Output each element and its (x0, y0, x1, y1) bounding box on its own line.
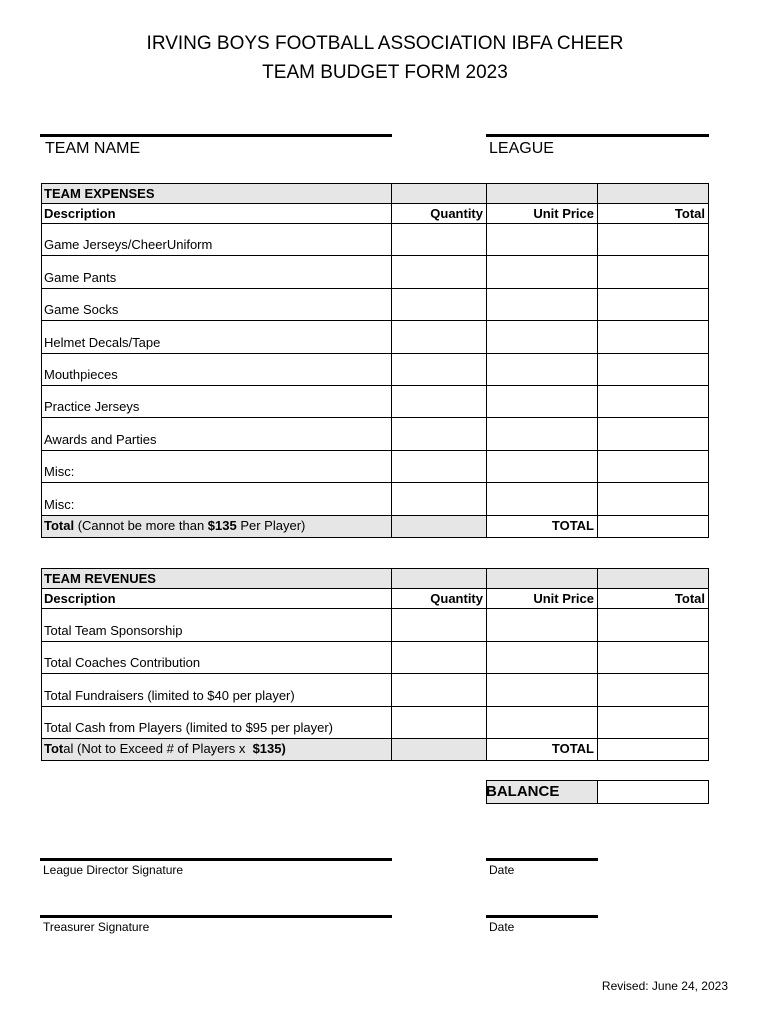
expenses-item-input-cell[interactable] (597, 353, 709, 386)
expenses-item-input-cell[interactable] (597, 417, 709, 450)
expenses-item-label: Helmet Decals/Tape (44, 334, 161, 350)
expenses-item-input-cell[interactable] (597, 450, 709, 483)
date-label-2: Date (489, 920, 515, 934)
expenses-item-input-cell[interactable] (486, 417, 598, 450)
expenses-total-row-blank-cell (391, 515, 487, 538)
revenues-item-label: Total Team Sponsorship (44, 622, 183, 638)
expenses-item-input-cell[interactable] (391, 450, 487, 483)
expenses-total-cell-label: TOTAL (551, 517, 594, 533)
revenues-item-input-cell[interactable] (391, 608, 487, 642)
expenses-total-row-text (44, 518, 305, 533)
expenses-item-input-cell[interactable] (486, 353, 598, 386)
expenses-header-blank-cell (597, 183, 709, 204)
treasurer-signature-line[interactable] (40, 915, 392, 918)
expenses-item-input-cell[interactable] (486, 482, 598, 515)
revenues-total-label: Tot (44, 741, 64, 756)
expenses-item-input-cell[interactable] (391, 385, 487, 418)
expenses-item-label: Game Pants (44, 269, 117, 285)
expenses-item-input-cell[interactable] (391, 288, 487, 321)
revenues-item-input-cell[interactable] (597, 641, 709, 675)
expenses-item-label: Mouthpieces (44, 367, 118, 382)
league-line[interactable] (486, 134, 709, 137)
form-title-line-2: TEAM BUDGET FORM 2023 (262, 62, 508, 83)
balance-label: BALANCE (486, 783, 560, 800)
expenses-unit-price-header: Unit Price (533, 206, 594, 221)
revenues-item-input-cell[interactable] (597, 706, 709, 740)
revenues-item-label: Total Cash from Players (limited to $95 per player) (44, 720, 334, 735)
revenues-item-input-cell[interactable] (486, 706, 598, 740)
league-director-signature-line[interactable] (40, 858, 392, 861)
date-line-1[interactable] (486, 858, 598, 861)
expenses-item-label: Misc: (44, 464, 75, 480)
revenues-unit-price-header: Unit Price (533, 591, 594, 606)
revenues-total-row-blank-cell (391, 738, 487, 761)
revenues-total-header: Total (674, 591, 705, 606)
form-title-line-1: IRVING BOYS FOOTBALL ASSOCIATION IBFA CHEER (146, 33, 624, 54)
date-label-1: Date (489, 863, 515, 877)
expenses-header-blank-cell (486, 183, 598, 204)
revenues-item-input-cell[interactable] (391, 673, 487, 707)
revenues-item-label: Total Fundraisers (limited to $40 per player) (44, 687, 295, 703)
treasurer-signature-label: Treasurer Signature (43, 920, 150, 934)
revenues-total-row-text (44, 741, 286, 756)
revenues-header-blank-cell (391, 568, 487, 589)
revised-date: Revised: June 24, 2023 (601, 979, 728, 993)
expenses-item-label: Misc: (44, 496, 75, 512)
expenses-item-input-cell[interactable] (391, 353, 487, 386)
expenses-item-input-cell[interactable] (597, 482, 709, 515)
expenses-item-input-cell[interactable] (391, 223, 487, 256)
expenses-item-input-cell[interactable] (391, 482, 487, 515)
expenses-item-input-cell[interactable] (597, 223, 709, 256)
expenses-total-label: Total (44, 517, 75, 533)
expenses-quantity-header: Quantity (430, 206, 483, 221)
expenses-item-input-cell[interactable] (597, 288, 709, 321)
expenses-item-description-cell (41, 482, 392, 515)
expenses-item-input-cell[interactable] (486, 223, 598, 256)
team-name-label: TEAM NAME (45, 140, 141, 157)
expenses-header-blank-cell (391, 183, 487, 204)
revenues-item-input-cell[interactable] (391, 706, 487, 740)
revenues-item-input-cell[interactable] (486, 641, 598, 675)
expenses-item-label: Game Jerseys/CheerUniform (44, 237, 213, 253)
expenses-item-input-cell[interactable] (391, 320, 487, 353)
revenues-total-value-cell[interactable] (597, 738, 709, 761)
expenses-section-label: TEAM EXPENSES (44, 186, 155, 201)
expenses-description-header: Description (44, 206, 116, 221)
expenses-item-label: Game Socks (44, 302, 119, 318)
revenues-header-blank-cell (597, 568, 709, 589)
league-director-signature-label: League Director Signature (43, 863, 184, 877)
league-label: LEAGUE (489, 140, 554, 157)
expenses-item-description-cell (41, 450, 392, 483)
expenses-item-input-cell[interactable] (486, 288, 598, 321)
expenses-item-input-cell[interactable] (486, 320, 598, 353)
expenses-total-header: Total (674, 206, 705, 221)
expenses-total-note-post: Per Player) (236, 517, 306, 533)
revenues-description-header: Description (44, 591, 116, 606)
expenses-item-input-cell[interactable] (597, 320, 709, 353)
revenues-item-input-cell[interactable] (486, 608, 598, 642)
revenues-item-input-cell[interactable] (597, 673, 709, 707)
revenues-header-blank-cell (486, 568, 598, 589)
revenues-total-label-rest: al (63, 741, 74, 756)
expenses-item-input-cell[interactable] (597, 385, 709, 418)
revenues-item-input-cell[interactable] (391, 641, 487, 675)
expenses-item-input-cell[interactable] (486, 255, 598, 288)
revenues-quantity-header: Quantity (430, 591, 483, 606)
revenues-total-cell-label: TOTAL (551, 741, 594, 756)
expenses-item-input-cell[interactable] (391, 255, 487, 288)
expenses-item-input-cell[interactable] (391, 417, 487, 450)
expenses-item-label: Awards and Parties (44, 431, 157, 447)
expenses-item-input-cell[interactable] (486, 450, 598, 483)
revenues-item-input-cell[interactable] (597, 608, 709, 642)
expenses-item-input-cell[interactable] (486, 385, 598, 418)
revenues-total-note-amount: $135) (252, 741, 286, 756)
date-line-2[interactable] (486, 915, 598, 918)
revenues-item-input-cell[interactable] (486, 673, 598, 707)
expenses-total-note-pre: (Cannot be more than (74, 517, 208, 533)
balance-value-cell[interactable] (597, 780, 709, 804)
expenses-item-input-cell[interactable] (597, 255, 709, 288)
expenses-item-label: Practice Jerseys (44, 399, 140, 415)
team-name-line[interactable] (40, 134, 392, 137)
revenues-total-note-pre: (Not to Exceed # of Players x (73, 741, 253, 756)
expenses-total-note-amount: $135 (207, 517, 237, 533)
expenses-total-value-cell[interactable] (597, 515, 709, 538)
revenues-item-label: Total Coaches Contribution (44, 655, 201, 670)
revenues-section-label: TEAM REVENUES (44, 571, 156, 586)
